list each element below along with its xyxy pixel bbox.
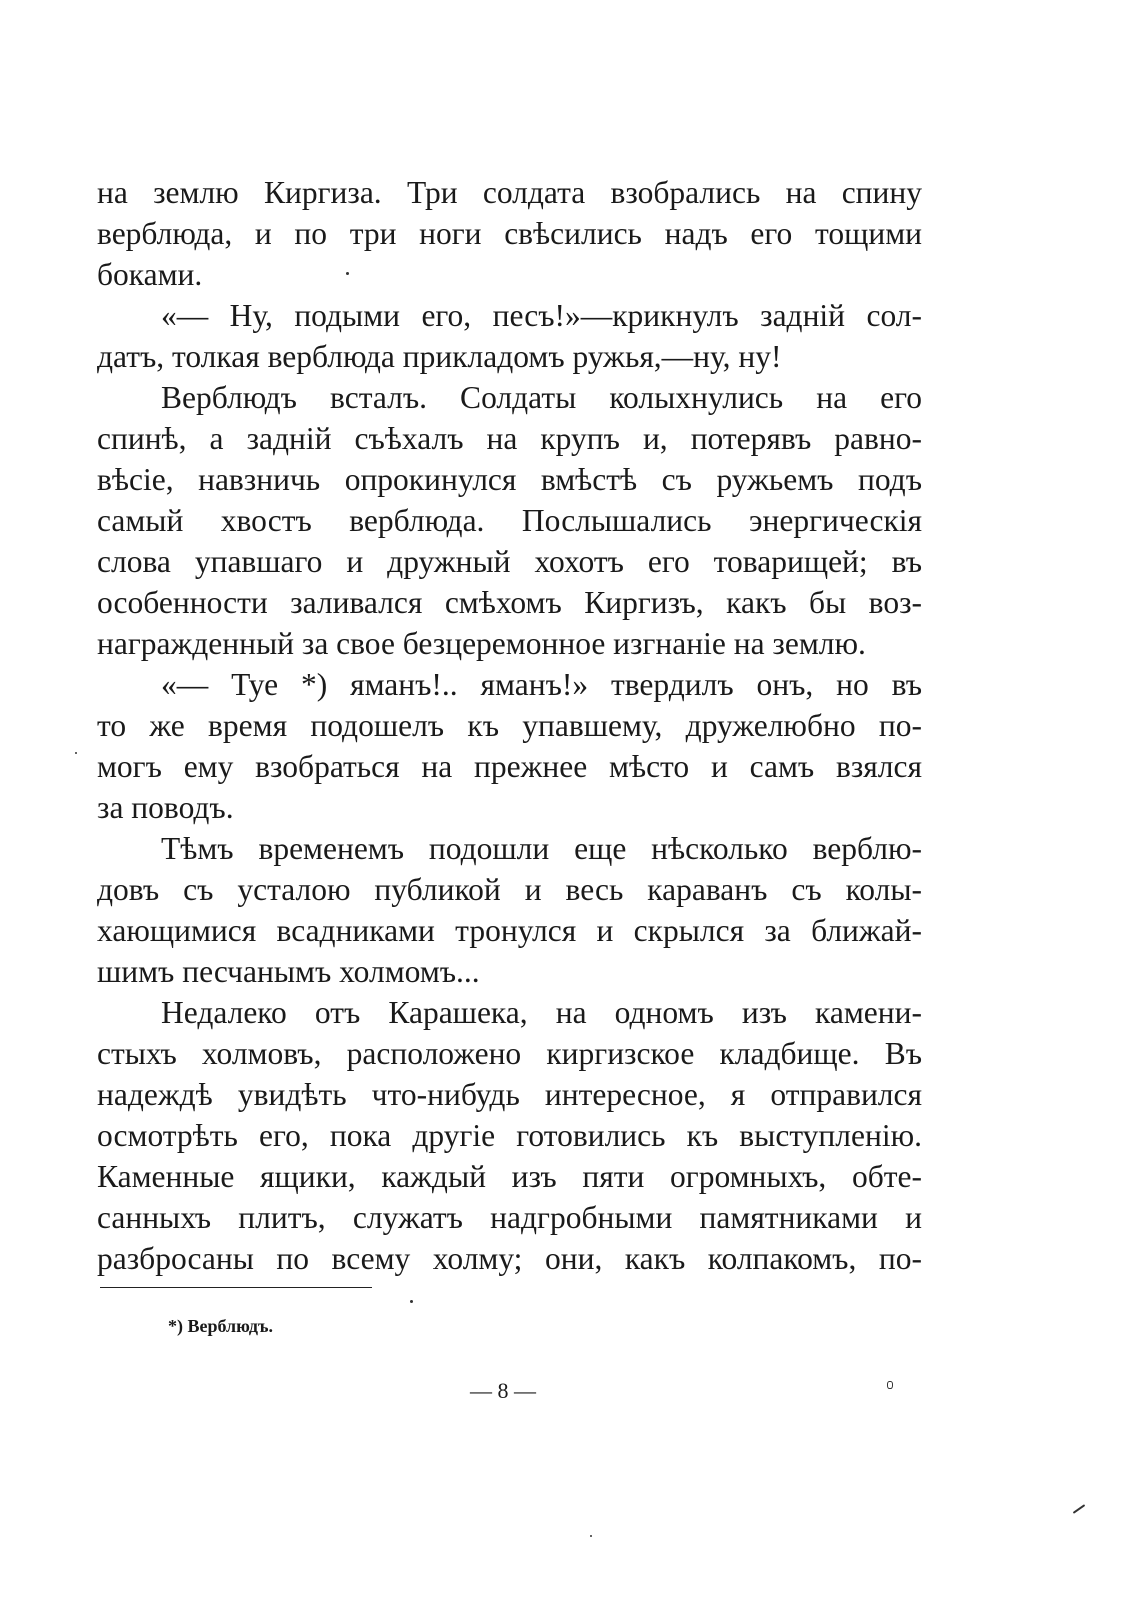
text-line: на землю Киргиза. Три солдата взобрались на спину — [97, 175, 922, 210]
text-line: Тѣмъ временемъ подошли еще нѣсколько верблю- — [161, 831, 922, 866]
text-line: шимъ песчанымъ холмомъ... — [97, 954, 480, 989]
text-line: Верблюдъ всталъ. Солдаты колыхнулись на его — [161, 380, 922, 415]
print-speck — [887, 1381, 893, 1389]
text-line: Недалеко отъ Карашека, на одномъ изъ камени- — [161, 995, 922, 1030]
text-line: то же время подошелъ къ упавшему, дружелюбно по- — [97, 708, 922, 743]
text-line: датъ, толкая верблюда прикладомъ ружья,—ну, ну! — [97, 339, 782, 374]
print-speck — [410, 1300, 413, 1303]
footnote: *) Верблюдъ. — [168, 1316, 273, 1336]
text-line: «— Туе *) яманъ!.. яманъ!» твердилъ онъ, но въ — [161, 667, 922, 702]
text-line: особенности заливался смѣхомъ Киргизъ, какъ бы воз- — [97, 585, 922, 620]
text-line: боками. — [97, 257, 203, 292]
text-line: осмотрѣть его, пока другiе готовились къ выступленiю. — [97, 1118, 922, 1153]
text-line: разбросаны по всему холму; они, какъ колпакомъ, по- — [97, 1241, 922, 1276]
print-speck — [75, 752, 77, 754]
text-line: награжденный за свое безцеремонное изгнанiе на землю. — [97, 626, 866, 661]
text-line: спинѣ, а заднiй съѣхалъ на крупъ и, потерявъ равно- — [97, 421, 922, 456]
text-line: верблюда, и по три ноги свѣсились надъ его тощими — [97, 216, 922, 251]
text-line: слова упавшаго и дружный хохотъ его товарищей; въ — [97, 544, 922, 579]
text-line: самый хвостъ верблюда. Послышались энергическiя — [97, 503, 922, 538]
footnote-divider — [100, 1287, 372, 1288]
text-line: санныхъ плитъ, служатъ надгробными памятниками и — [97, 1200, 922, 1235]
page-number: — 8 — — [470, 1378, 536, 1403]
text-line: Каменные ящики, каждый изъ пяти огромныхъ, обте- — [97, 1159, 922, 1194]
text-line: стыхъ холмовъ, расположено киргизское кладбище. Въ — [97, 1036, 922, 1071]
text-line: довъ съ усталою публикой и весь караванъ съ колы- — [97, 872, 922, 907]
text-line: «— Ну, подыми его, песъ!»—крикнулъ заднiй сол- — [161, 298, 922, 333]
text-line: могъ ему взобраться на прежнее мѣсто и самъ взялся — [97, 749, 922, 784]
body-text — [97, 172, 922, 1279]
text-line: хающимися всадниками тронулся и скрылся за ближай- — [97, 913, 922, 948]
text-line: за поводъ. — [97, 790, 234, 825]
text-line: вѣсiе, навзничь опрокинулся вмѣстѣ съ ружьемъ подъ — [97, 462, 922, 497]
text-line: надеждѣ увидѣть что-нибудь интересное, я отправился — [97, 1077, 922, 1112]
print-speck — [1073, 1504, 1086, 1514]
print-speck — [346, 272, 349, 275]
print-speck — [590, 1535, 592, 1537]
